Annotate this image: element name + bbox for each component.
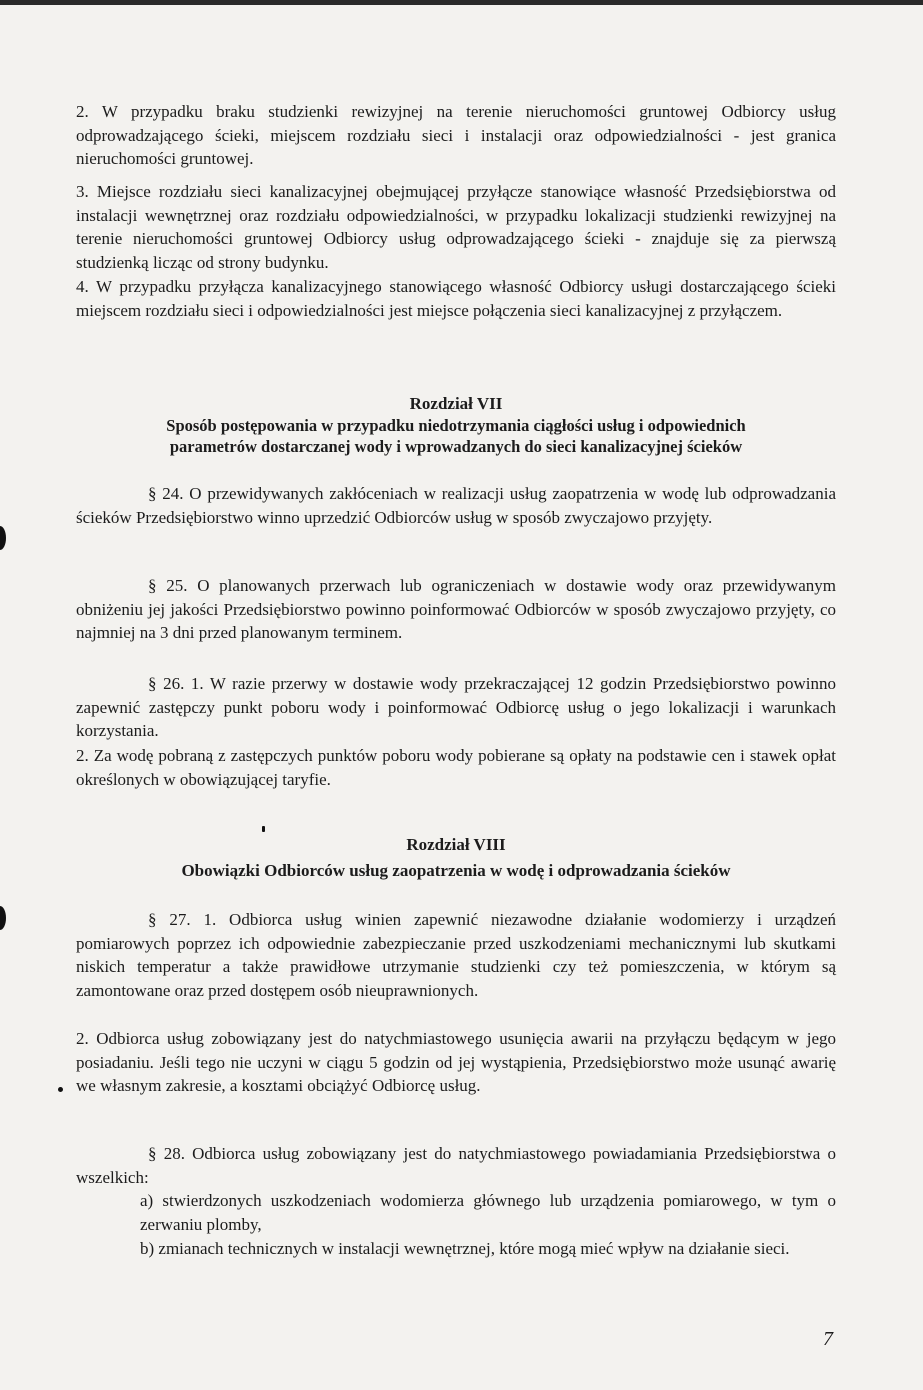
binding-hole-mark [0,526,6,550]
section-28-item-b: b) zmianach technicznych w instalacji wewnętrznej, które mogą mieć wpływ na działanie sieci. [140,1239,790,1258]
section-26-2: 2. Za wodę pobraną z zastępczych punktów poboru wody pobierane są opłaty na podstawie cen i stawek opłat określonych w obowiązującej taryfie. [76,746,836,789]
chapter-8-title: Obowiązki Odbiorców usług zaopatrzenia w wodę i odprowadzania ścieków [181,861,731,880]
section-27-2: 2. Odbiorca usług zobowiązany jest do natychmiastowego usunięcia awarii na przyłączu będącym w jego posiadaniu. Jeśli tego nie uczyni w ciągu 5 godzin od jej wystąpienia, Przedsiębiorstwo może usunąć awarię we własnym zakresie, a kosztami obciążyć Odbiorcę usług. [76,1029,836,1096]
chapter-8-heading: Rozdział VIII [406,835,506,854]
section-24: § 24. O przewidywanych zakłóceniach w realizacji usług zaopatrzenia w wodę lub odprowadzania ścieków Przedsiębiorstwo winno uprzedzić Odbiorców usług w sposób zwyczajowo przyjęty. [76,484,836,527]
paragraph-4: 4. W przypadku przyłącza kanalizacyjnego stanowiącego własność Odbiorcy usługi dostarczającego ścieki miejscem rozdziału sieci i odpowiedzialności jest miejsce połączenia sieci kanalizacyjnej z przyłączem. [76,277,836,320]
section-28: § 28. Odbiorca usług zobowiązany jest do natychmiastowego powiadamiania Przedsiębiorstwa o wszelkich: [76,1144,836,1187]
section-28-item-a: a) stwierdzonych uszkodzeniach wodomierza głównego lub urządzenia pomiarowego, w tym o zerwaniu plomby, [140,1191,836,1234]
paragraph-2: 2. W przypadku braku studzienki rewizyjnej na terenie nieruchomości gruntowej Odbiorcy usług odprowadzającego ścieki, miejscem rozdziału sieci i instalacji oraz odpowiedzialności - jest granica nieruchomości gruntowej. [76,102,836,169]
chapter-7-title-line-1: Sposób postępowania w przypadku niedotrzymania ciągłości usług i odpowiednich [166,416,746,435]
scan-dot-mark [58,1087,63,1092]
chapter-7-heading: Rozdział VII [409,394,503,413]
paragraph-3: 3. Miejsce rozdziału sieci kanalizacyjnej obejmującej przyłącze stanowiące własność Przedsiębiorstwa od instalacji wewnętrznej oraz rozdziału odpowiedzialności, w przypadku lokalizacji studzienki rewizyjnej na terenie nieruchomości gruntowej Odbiorcy usług odprowadzającego ścieki - znajduje się za pierwszą studzienką licząc od strony budynku. [76,182,836,272]
binding-hole-mark [0,906,6,930]
chapter-7-title-line-2: parametrów dostarczanej wody i wprowadzanych do sieci kanalizacyjnej ścieków [169,437,743,456]
scan-dot-mark [262,826,265,832]
page-number: 7 [823,1328,833,1350]
section-26-1: § 26. 1. W razie przerwy w dostawie wody przekraczającej 12 godzin Przedsiębiorstwo powinno zapewnić zastępczy punkt poboru wody i poinformować Odbiorcę usług o jego lokalizacji i warunkach korzystania. [76,674,836,741]
section-27-1: § 27. 1. Odbiorca usług winien zapewnić niezawodne działanie wodomierzy i urządzeń pomiarowych poprzez ich odpowiednie zabezpieczanie przed uszkodzeniami mechanicznymi lub skutkami niskich temperatur a także prawidłowe utrzymanie studzienki czy też pomieszczenia, w którym są zamontowane oraz przed dostępem osób nieuprawnionych. [76,910,836,1000]
section-25: § 25. O planowanych przerwach lub ograniczeniach w dostawie wody oraz przewidywanym obniżeniu jej jakości Przedsiębiorstwo powinno poinformować Odbiorców w sposób zwyczajowo przyjęty, co najmniej na 3 dni przed planowanym terminem. [76,576,836,643]
